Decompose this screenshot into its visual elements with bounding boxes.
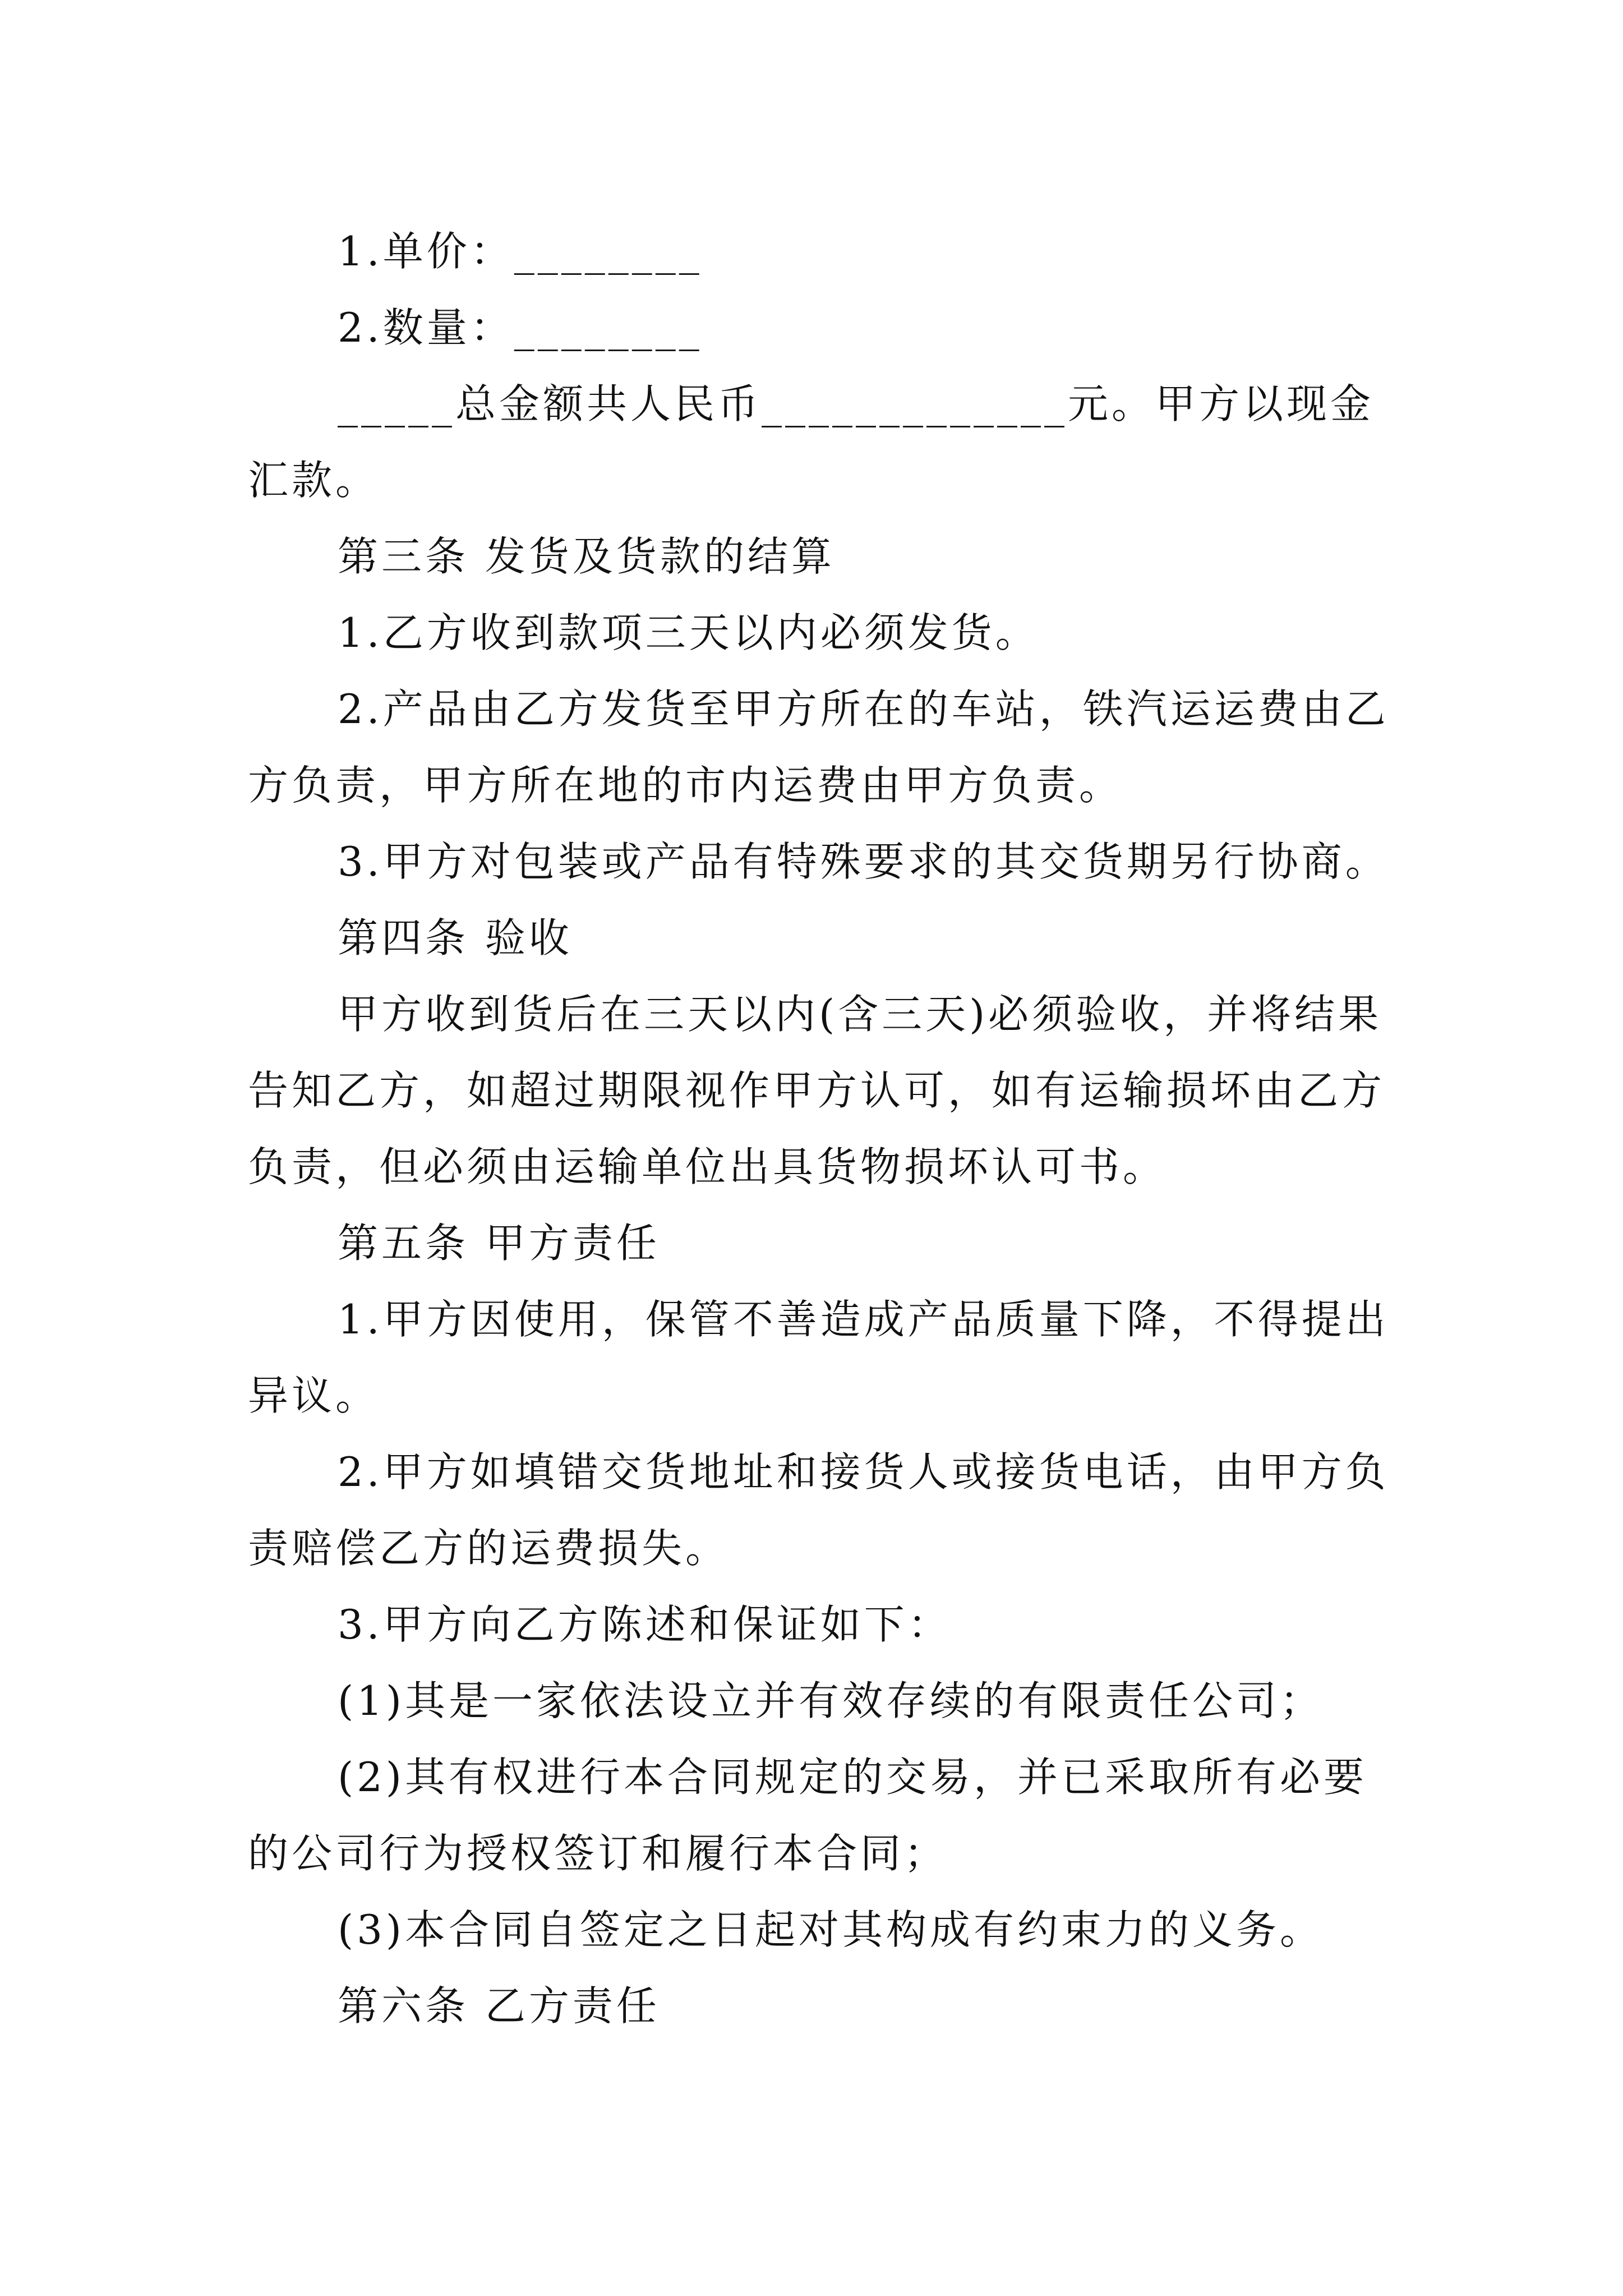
article-5-item-3-sub-2: (2)其有权进行本合同规定的交易，并已采取所有必要的公司行为授权签订和履行本合同； (248, 1754, 1367, 1877)
article-3-item-3: 3.甲方对包装或产品有特殊要求的其交货期另行协商。 (338, 838, 1389, 885)
article-5-item-3-sub-1: (1)其是一家依法设立并有效存续的有限责任公司； (338, 1677, 1324, 1724)
article-5-item-1: 1.甲方因使用，保管不善造成产品质量下降，不得提出异议。 (248, 1296, 1389, 1419)
article-3-heading: 第三条 发货及货款的结算 (338, 533, 835, 580)
document-body (248, 213, 1392, 2044)
article-5-item-3: 3.甲方向乙方陈述和保证如下： (338, 1601, 952, 1648)
article-6-heading: 第六条 乙方责任 (338, 1982, 660, 2030)
article-4-heading: 第四条 验收 (338, 914, 573, 961)
article-3-item-1: 1.乙方收到款项三天以内必须发货。 (338, 609, 1039, 656)
clause-total-amount: _____总金额共人民币_____________元。甲方以现金汇款。 (248, 380, 1375, 504)
article-5-heading: 第五条 甲方责任 (338, 1220, 660, 1267)
article-5-item-2: 2.甲方如填错交货地址和接货人或接货电话，由甲方负责赔偿乙方的运费损失。 (248, 1448, 1389, 1572)
article-5-item-3-sub-3: (3)本合同自签定之日起对其构成有约束力的义务。 (338, 1906, 1324, 1953)
clause-unit-price: 1.单价：________ (338, 228, 703, 275)
clause-quantity: 2.数量：________ (338, 304, 703, 351)
article-4-body: 甲方收到货后在三天以内(含三天)必须验收，并将结果告知乙方，如超过期限视作甲方认可，如有运输损坏由乙方负责，但必须由运输单位出具货物损坏认可书。 (248, 991, 1386, 1190)
article-3-item-2: 2.产品由乙方发货至甲方所在的车站，铁汽运运费由乙方负责，甲方所在地的市内运费由甲方负责。 (248, 685, 1389, 809)
